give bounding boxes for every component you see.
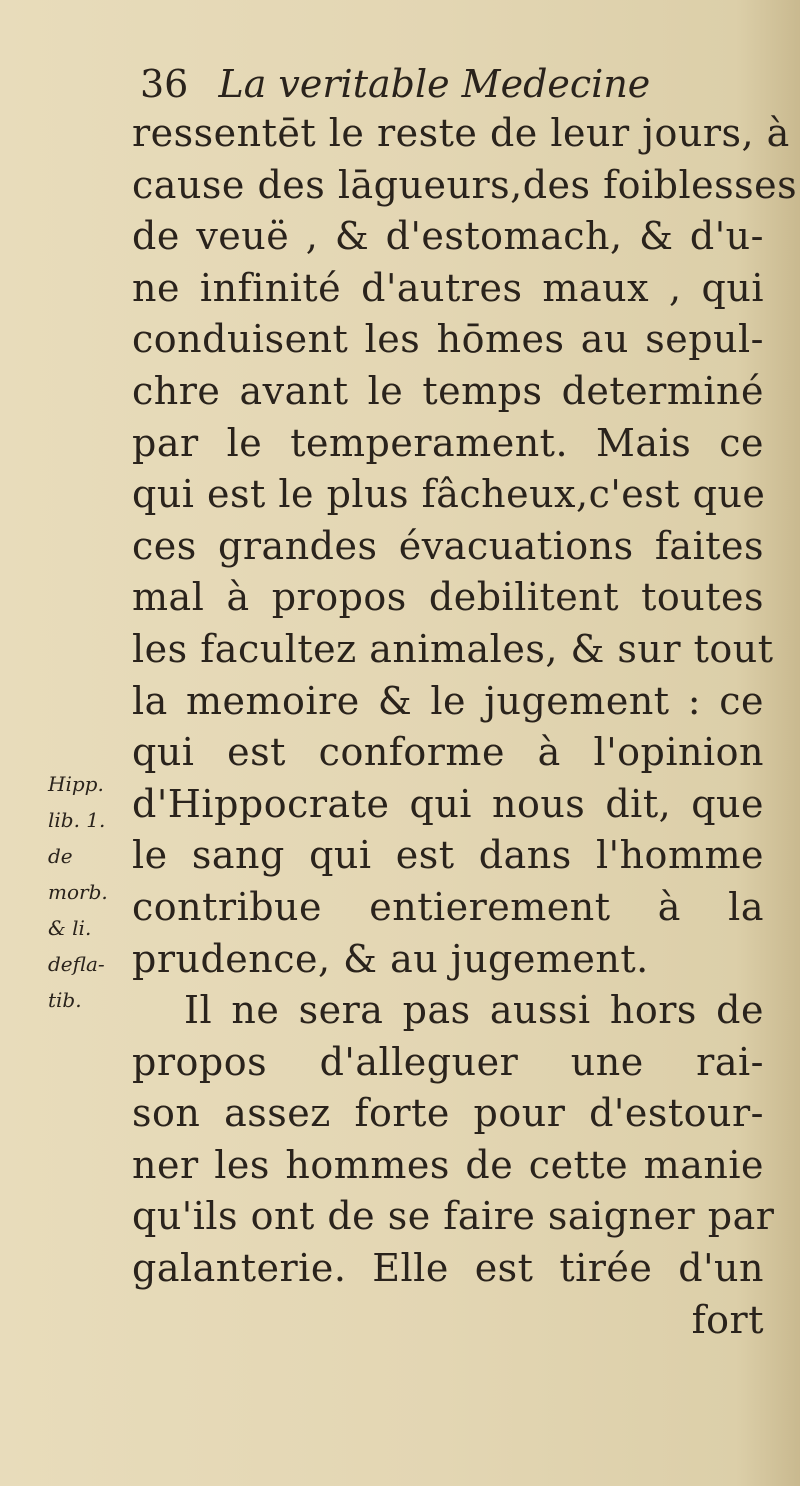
body-text	[132, 108, 798, 1346]
text-line: ner les hommes de cette manie	[132, 1142, 764, 1187]
text-line: qui est le plus fâcheux,c'est que	[132, 472, 766, 517]
text-line: prudence, & au jugement.	[132, 936, 649, 981]
text-line: qui est conforme à l'opinion	[132, 730, 764, 775]
text-line: son assez forte pour d'estour-	[132, 1091, 764, 1136]
margin-note-line: & li.	[48, 916, 92, 940]
text-line: chre avant le temps determiné	[132, 368, 764, 413]
margin-note	[48, 766, 108, 1018]
margin-note-line: defla-	[48, 952, 105, 976]
text-line: qu'ils ont de se faire saigner par	[132, 1194, 775, 1239]
text-line: par le temperament. Mais ce	[132, 420, 764, 465]
text-line: les facultez animales, & sur tout	[132, 626, 774, 671]
margin-note-line: morb.	[48, 880, 108, 904]
text-line: Il ne sera pas aussi hors de	[184, 988, 764, 1033]
text-line: propos d'alleguer une rai-	[132, 1039, 764, 1084]
text-line: ressentēt le reste de leur jours, à	[132, 111, 790, 155]
page-number: 36	[140, 62, 189, 106]
running-title: La veritable Medecine	[218, 62, 651, 106]
text-line: cause des lāgueurs,des foiblesses	[132, 162, 798, 207]
margin-note-line: lib. 1.	[48, 808, 106, 832]
text-line: ces grandes évacuations faites	[132, 523, 764, 568]
text-line: d'Hippocrate qui nous dit, que	[132, 781, 764, 826]
text-line: galanterie. Elle est tirée d'un	[132, 1246, 764, 1291]
text-line: mal à propos debilitent toutes	[132, 575, 764, 620]
text-line: conduisent les hōmes au sepul-	[132, 317, 764, 362]
catchword: fort	[691, 1297, 764, 1342]
text-line: le sang qui est dans l'homme	[132, 833, 764, 878]
text-line: ne infinité d'autres maux , qui	[132, 265, 764, 310]
text-line: la memoire & le jugement : ce	[132, 678, 764, 723]
margin-note-line: de	[48, 844, 73, 868]
text-line: contribue entierement à la	[132, 884, 764, 929]
margin-note-line: Hipp.	[48, 772, 104, 796]
margin-note-line: tib.	[48, 988, 82, 1012]
running-header	[140, 62, 650, 106]
text-line: de veuë , & d'estomach, & d'u-	[132, 214, 764, 259]
